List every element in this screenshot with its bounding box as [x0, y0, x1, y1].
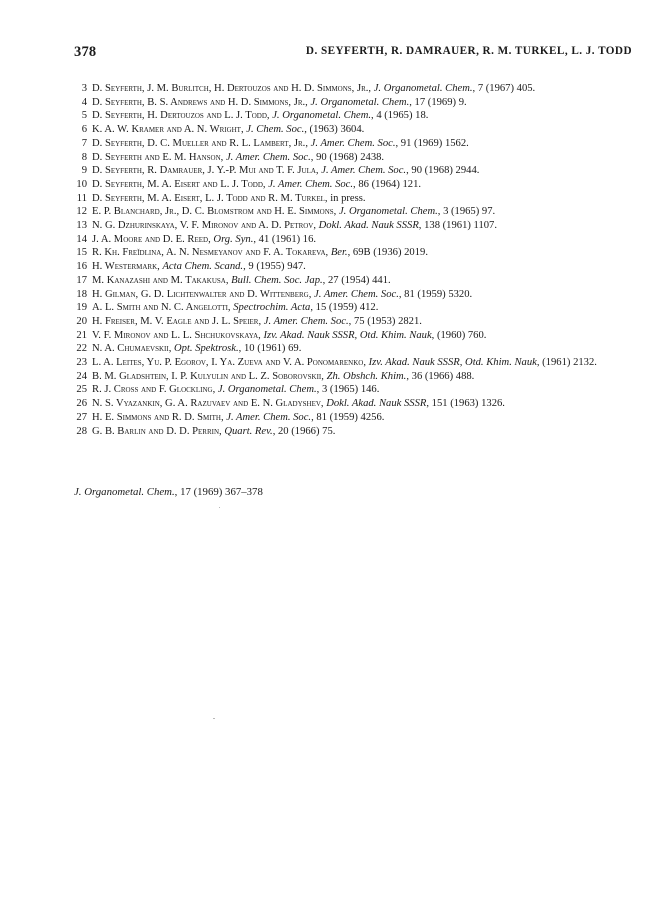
reference-volume: 4 — [376, 110, 382, 122]
reference-number: 24 — [76, 370, 87, 382]
reference-year-page: (1966) 75. — [291, 425, 336, 437]
reference-number: 18 — [76, 288, 87, 300]
reference-authors: R. J. Cross and F. Glockling, — [92, 384, 216, 396]
page-number: 378 — [74, 44, 97, 60]
reference-number: 17 — [76, 274, 87, 286]
reference-journal: J. Amer. Chem. Soc. — [310, 137, 396, 149]
reference-separator: , — [395, 137, 399, 149]
reference-number: 19 — [76, 302, 87, 314]
reference-item — [74, 288, 634, 302]
reference-year-page: (1961) 16. — [271, 233, 317, 245]
reference-separator: , — [253, 233, 256, 245]
reference-authors: N. G. Dzhurinskaya, V. F. Mironov and A. D. Petrov, — [92, 220, 316, 232]
reference-number: 8 — [81, 151, 87, 163]
reference-year-page: (1960) 760. — [436, 329, 487, 341]
reference-year-page: (1964) 121. — [371, 178, 422, 190]
reference-volume: 138 — [424, 220, 440, 232]
reference-text — [92, 246, 634, 260]
reference-volume: 90 — [316, 151, 327, 163]
reference-journal: J. Organometal. Chem. — [217, 384, 317, 396]
reference-text — [92, 137, 634, 151]
reference-item — [74, 151, 634, 165]
reference-text — [92, 123, 634, 137]
reference-item — [74, 192, 634, 206]
reference-volume: 3 — [321, 384, 328, 396]
reference-number: 12 — [76, 206, 87, 218]
reference-separator: , — [409, 96, 412, 108]
reference-text — [92, 96, 634, 110]
reference-item — [74, 370, 634, 384]
reference-item — [74, 219, 634, 233]
reference-year-page: (1959) 412. — [328, 302, 379, 314]
reference-text — [92, 425, 634, 439]
reference-year-page: (1963) 3604. — [309, 124, 365, 136]
reference-separator: , — [472, 83, 476, 94]
reference-journal: Opt. Spektrosk. — [174, 343, 239, 355]
reference-volume: 151 — [431, 398, 448, 410]
reference-journal: Izv. Akad. Nauk SSSR, Otd. Khim. Nauk — [368, 357, 537, 369]
reference-authors: H. Westermark, — [92, 261, 160, 273]
reference-number: 9 — [81, 165, 87, 177]
reference-text — [92, 164, 634, 178]
reference-year-page: (1936) 2019. — [373, 247, 428, 259]
reference-number: 6 — [81, 124, 87, 136]
reference-volume: 91 — [400, 137, 412, 149]
reference-volume: 15 — [315, 302, 327, 314]
reference-journal: Ber. — [330, 247, 348, 259]
reference-item — [74, 411, 634, 425]
reference-journal: Bull. Chem. Soc. Jap. — [231, 274, 323, 286]
reference-journal: J. Organometal. Chem. — [310, 96, 410, 108]
reference-separator: , — [536, 357, 540, 369]
reference-number: 3 — [81, 83, 87, 94]
reference-number: 16 — [76, 261, 87, 273]
reference-number: 25 — [76, 384, 87, 396]
reference-year-page: (1968) 2944. — [424, 165, 480, 177]
reference-year-page: (1969) 9. — [427, 96, 467, 108]
reference-year-page: (1953) 2821. — [367, 315, 422, 327]
reference-year-page: (1963) 1326. — [450, 398, 505, 410]
reference-item — [74, 246, 634, 260]
reference-number: 11 — [76, 192, 87, 204]
reference-item — [74, 274, 634, 288]
reference-text — [92, 205, 634, 219]
reference-text — [92, 356, 634, 370]
reference-item — [74, 82, 634, 96]
reference-text — [92, 288, 634, 302]
reference-year-page: (1961) 2132. — [542, 357, 597, 369]
reference-authors: A. L. Smith and N. C. Angelotti, — [92, 302, 231, 314]
reference-volume: 69B — [352, 247, 371, 259]
reference-separator: , — [426, 398, 430, 410]
reference-authors: H. Gilman, G. D. Lichtenwalter and D. Wittenberg, — [92, 288, 312, 300]
reference-year-page: (1954) 441. — [341, 274, 391, 286]
reference-journal: J. Amer. Chem. Soc. — [321, 165, 407, 177]
reference-year-page: (1969) 1562. — [414, 137, 469, 149]
scan-speck — [213, 718, 215, 719]
reference-item — [74, 315, 634, 329]
reference-item — [74, 356, 634, 370]
reference-authors: E. P. Blanchard, Jr., D. C. Blomstrom and H. E. Simmons, — [92, 206, 337, 218]
reference-separator: , — [310, 302, 313, 314]
reference-item — [74, 233, 634, 247]
reference-authors: J. A. Moore and D. E. Reed, — [92, 233, 211, 245]
reference-text — [92, 315, 634, 329]
reference-text — [92, 370, 634, 384]
reference-year-page: in press. — [330, 192, 366, 204]
reference-separator: , — [437, 206, 441, 218]
reference-journal: Dokl. Akad. Nauk SSSR — [326, 398, 427, 410]
reference-year-page: (1965) 18. — [384, 110, 429, 122]
reference-volume: 75 — [353, 315, 365, 327]
reference-number: 27 — [76, 411, 87, 423]
reference-year-page: (1955) 947. — [256, 261, 306, 273]
reference-volume: 41 — [258, 233, 270, 245]
reference-item — [74, 342, 634, 356]
reference-separator: , — [243, 261, 246, 273]
reference-text — [92, 233, 634, 247]
reference-item — [74, 329, 634, 343]
reference-text — [92, 397, 634, 411]
reference-separator: , — [272, 425, 276, 437]
reference-item — [74, 205, 634, 219]
reference-separator: , — [238, 343, 242, 355]
reference-authors: H. E. Simmons and R. D. Smith, — [92, 411, 224, 423]
reference-journal: Zh. Obshch. Khim. — [326, 370, 407, 382]
reference-item — [74, 178, 634, 192]
reference-year-page: (1959) 4256. — [329, 411, 385, 423]
reference-journal: Dokl. Akad. Nauk SSSR — [318, 220, 419, 232]
reference-authors: D. Seyferth, H. Dertouzos and L. J. Todd, — [92, 110, 270, 122]
reference-text — [92, 178, 634, 192]
reference-number: 7 — [81, 137, 87, 149]
reference-text — [92, 151, 634, 165]
reference-journal: J. Chem. Soc. — [246, 124, 305, 136]
footer-volume-pages: , 17 (1969) 367–378 — [174, 486, 263, 498]
reference-separator: , — [310, 151, 314, 163]
reference-separator: , — [418, 220, 422, 232]
reference-separator: , — [347, 247, 351, 259]
reference-separator: , — [406, 370, 409, 382]
reference-text — [92, 82, 634, 96]
reference-authors: M. Kanazashi and M. Takakusa, — [92, 274, 229, 286]
reference-year-page: (1961) 69. — [257, 343, 302, 355]
reference-journal: Izv. Akad. Nauk SSSR, Otd. Khim. Nauk — [263, 329, 432, 341]
reference-year-page: (1968) 2438. — [329, 151, 385, 163]
reference-volume: 90 — [411, 165, 422, 177]
reference-year-page: (1961) 1107. — [442, 220, 497, 232]
reference-authors: D. Seyferth and E. M. Hanson, — [92, 151, 224, 163]
reference-authors: N. A. Chumaevskii, — [92, 343, 172, 355]
reference-text — [92, 109, 634, 123]
reference-authors: N. S. Vyazankin, G. A. Razuvaev and E. N. Gladyshev, — [92, 398, 324, 410]
reference-separator: , — [316, 384, 320, 396]
reference-journal: Acta Chem. Scand. — [162, 261, 244, 273]
reference-text — [92, 192, 634, 206]
reference-authors: G. B. Barlin and D. D. Perrin, — [92, 425, 222, 437]
reference-text — [92, 260, 634, 274]
reference-item — [74, 260, 634, 274]
reference-authors: L. A. Leites, Yu. P. Egorov, I. Ya. Zueva and V. A. Ponomarenko, — [92, 357, 366, 369]
reference-journal: Spectrochim. Acta — [233, 302, 311, 314]
reference-item — [74, 123, 634, 137]
reference-journal: J. Amer. Chem. Soc. — [226, 411, 312, 423]
reference-separator: , — [311, 411, 314, 423]
reference-authors: R. Kh. Freĭdlina, A. N. Nesmeyanov and F. A. Tokareva, — [92, 247, 329, 259]
scan-speck — [219, 507, 220, 508]
reference-volume: 86 — [358, 178, 369, 190]
reference-number: 23 — [76, 357, 87, 369]
reference-separator: , — [322, 274, 326, 286]
reference-authors: D. Seyferth, R. Damrauer, J. Y.-P. Mui and T. F. Jula, — [92, 165, 319, 177]
reference-authors: K. A. W. Kramer and A. N. Wright, — [92, 124, 244, 136]
reference-journal: J. Amer. Chem. Soc. — [263, 315, 349, 327]
reference-authors: D. Seyferth, J. M. Burlitch, H. Dertouzos and H. D. Simmons, Jr., — [92, 83, 372, 94]
reference-number: 14 — [76, 233, 87, 245]
reference-text — [92, 411, 634, 425]
reference-journal: J. Organometal. Chem. — [373, 83, 473, 94]
reference-authors: D. Seyferth, D. C. Mueller and R. L. Lambert, Jr., — [92, 137, 308, 149]
reference-item — [74, 96, 634, 110]
running-head-authors: D. SEYFERTH, R. DAMRAUER, R. M. TURKEL, L. J. TODD — [305, 45, 632, 57]
reference-item — [74, 383, 634, 397]
reference-authors: H. Freiser, M. V. Eagle and J. L. Speier, — [92, 315, 262, 327]
reference-number: 22 — [76, 343, 87, 355]
reference-number: 28 — [76, 425, 87, 437]
reference-separator: , — [431, 329, 435, 341]
reference-separator: , — [406, 165, 409, 177]
reference-text — [92, 274, 634, 288]
reference-separator: , — [304, 124, 307, 136]
journal-citation-footer — [74, 486, 263, 498]
reference-separator: , — [371, 110, 374, 122]
reference-journal: J. Amer. Chem. Soc. — [225, 151, 311, 163]
reference-journal: J. Amer. Chem. Soc. — [314, 288, 399, 300]
reference-year-page: (1967) 405. — [485, 83, 536, 94]
reference-number: 21 — [76, 329, 87, 341]
reference-item — [74, 397, 634, 411]
reference-volume: 20 — [278, 425, 289, 437]
reference-number: 5 — [81, 110, 87, 122]
reference-volume: 81 — [316, 411, 327, 423]
reference-authors: D. Seyferth, B. S. Andrews and H. D. Simmons, Jr., — [92, 96, 308, 108]
reference-journal: J. Organometal. Chem. — [338, 206, 438, 218]
reference-number: 4 — [81, 96, 87, 108]
reference-item — [74, 301, 634, 315]
reference-authors: D. Seyferth, M. A. Eisert and L. J. Todd, — [92, 178, 266, 190]
reference-separator: , — [398, 288, 402, 300]
reference-volume: 10 — [243, 343, 255, 355]
reference-item — [74, 137, 634, 151]
reference-item — [74, 425, 634, 439]
reference-number: 13 — [76, 220, 87, 232]
reference-volume: 36 — [411, 370, 423, 382]
reference-authors: V. F. Mironov and L. L. Shchukovskaya, — [92, 329, 261, 341]
reference-year-page: (1959) 5320. — [417, 288, 473, 300]
reference-list — [74, 82, 634, 438]
reference-volume: 81 — [404, 288, 415, 300]
reference-year-page: (1966) 488. — [424, 370, 475, 382]
reference-authors: D. Seyferth, M. A. Eisert, L. J. Todd and R. M. Turkel, — [92, 192, 328, 204]
reference-item — [74, 109, 634, 123]
running-head — [74, 44, 632, 66]
reference-separator: , — [348, 315, 352, 327]
reference-journal: J. Amer. Chem. Soc. — [268, 178, 354, 190]
reference-volume: 7 — [477, 83, 484, 94]
reference-item — [74, 164, 634, 178]
reference-number: 15 — [76, 247, 87, 259]
reference-number: 20 — [76, 315, 87, 327]
reference-separator: , — [353, 178, 356, 190]
reference-volume: 27 — [327, 274, 339, 286]
reference-text — [92, 342, 634, 356]
reference-text — [92, 383, 634, 397]
reference-volume: 3 — [443, 206, 449, 218]
reference-text — [92, 329, 634, 343]
reference-year-page: (1965) 146. — [329, 384, 380, 396]
reference-authors: B. M. Gladshtein, I. P. Kulyulin and L. Z. Soborovskii, — [92, 370, 324, 382]
reference-number: 26 — [76, 398, 87, 410]
reference-text — [92, 301, 634, 315]
footer-journal: J. Organometal. Chem. — [74, 486, 175, 498]
reference-text — [92, 219, 634, 233]
reference-journal: Quart. Rev. — [224, 425, 273, 437]
reference-volume: 9 — [248, 261, 254, 273]
reference-year-page: (1965) 97. — [451, 206, 496, 218]
reference-journal: Org. Syn. — [213, 233, 254, 245]
reference-volume: 17 — [414, 96, 426, 108]
reference-journal: J. Organometal. Chem. — [272, 110, 371, 122]
reference-number: 10 — [76, 178, 87, 190]
